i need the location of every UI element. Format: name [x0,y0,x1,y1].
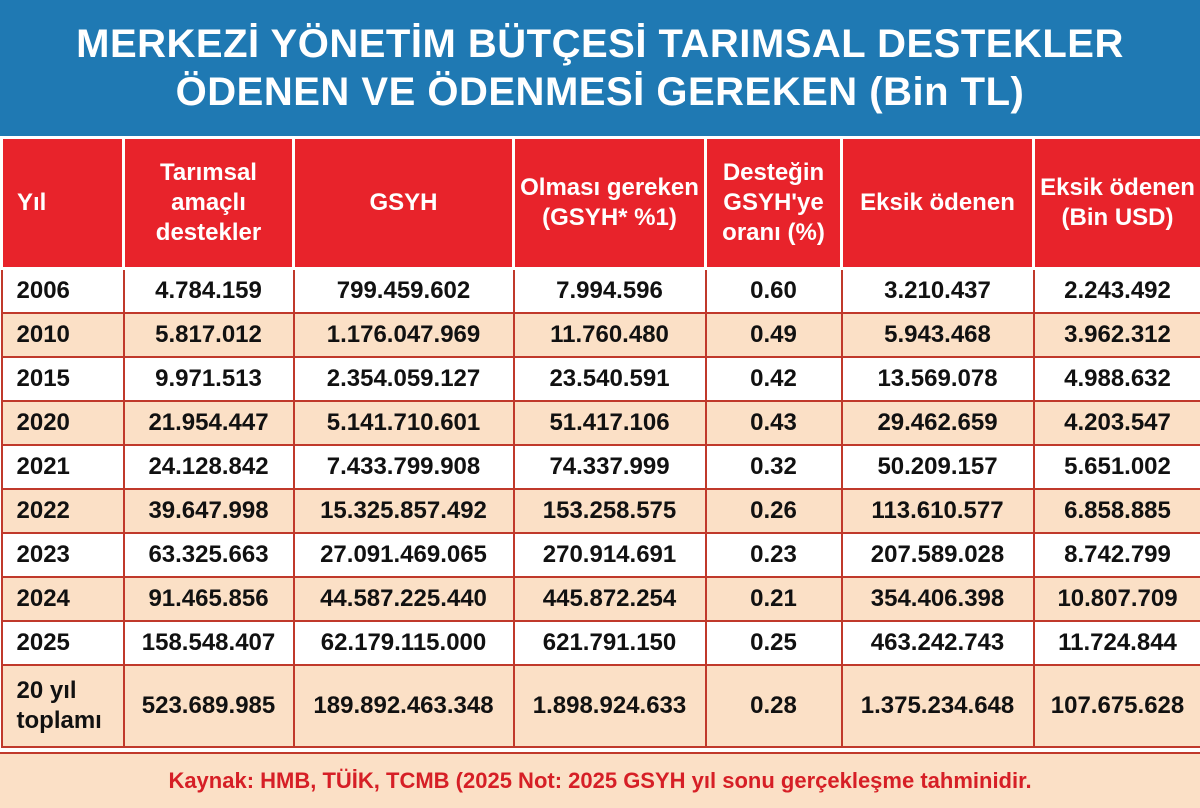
cell-olmasi: 270.914.691 [514,533,706,577]
table-row [2,401,1200,445]
table-row [2,357,1200,401]
cell-year: 2023 [2,533,124,577]
header-gsyh: GSYH [294,138,514,269]
cell-gsyh: 27.091.469.065 [294,533,514,577]
cell-eksik: 3.210.437 [842,269,1034,314]
header-eksik-odenen-usd: Eksik ödenen (Bin USD) [1034,138,1200,269]
cell-tarimsal: 5.817.012 [124,313,294,357]
cell-oran: 0.26 [706,489,842,533]
total-olmasi: 1.898.924.633 [514,665,706,747]
total-eksik-usd: 107.675.628 [1034,665,1200,747]
cell-oran: 0.42 [706,357,842,401]
cell-gsyh: 1.176.047.969 [294,313,514,357]
cell-olmasi: 11.760.480 [514,313,706,357]
cell-eksik-usd: 11.724.844 [1034,621,1200,665]
cell-gsyh: 799.459.602 [294,269,514,314]
cell-olmasi: 7.994.596 [514,269,706,314]
cell-olmasi: 51.417.106 [514,401,706,445]
header-destegin-orani: Desteğin GSYH'ye oranı (%) [706,138,842,269]
total-tarimsal: 523.689.985 [124,665,294,747]
cell-year: 2025 [2,621,124,665]
table-row [2,577,1200,621]
total-label [2,665,124,747]
table-row [2,533,1200,577]
cell-year: 2022 [2,489,124,533]
cell-year: 2020 [2,401,124,445]
cell-year: 2021 [2,445,124,489]
cell-olmasi: 74.337.999 [514,445,706,489]
cell-year: 2010 [2,313,124,357]
table-row [2,621,1200,665]
cell-gsyh: 5.141.710.601 [294,401,514,445]
cell-eksik-usd: 2.243.492 [1034,269,1200,314]
cell-year: 2015 [2,357,124,401]
total-oran: 0.28 [706,665,842,747]
cell-tarimsal: 4.784.159 [124,269,294,314]
cell-oran: 0.23 [706,533,842,577]
source-note-text: Kaynak: HMB, TÜİK, TCMB (2025 Not: 2025 GSYH yıl sonu gerçekleşme tahminidir. [168,768,1031,794]
cell-eksik-usd: 4.203.547 [1034,401,1200,445]
cell-eksik: 207.589.028 [842,533,1034,577]
cell-tarimsal: 63.325.663 [124,533,294,577]
cell-gsyh: 44.587.225.440 [294,577,514,621]
cell-oran: 0.43 [706,401,842,445]
title-line-2: ÖDENEN VE ÖDENMESİ GEREKEN (Bin TL) [176,68,1025,116]
table-row [2,313,1200,357]
cell-eksik-usd: 3.962.312 [1034,313,1200,357]
header-tarimsal: Tarımsal amaçlı destekler [124,138,294,269]
cell-eksik: 13.569.078 [842,357,1034,401]
cell-eksik-usd: 8.742.799 [1034,533,1200,577]
cell-gsyh: 15.325.857.492 [294,489,514,533]
cell-oran: 0.49 [706,313,842,357]
cell-tarimsal: 158.548.407 [124,621,294,665]
cell-oran: 0.60 [706,269,842,314]
title-banner [0,0,1200,136]
cell-eksik-usd: 5.651.002 [1034,445,1200,489]
total-label-line-2: toplamı [17,707,102,734]
header-row [2,138,1200,269]
table-row [2,269,1200,314]
header-olmasi-gereken: Olması gereken (GSYH* %1) [514,138,706,269]
cell-eksik-usd: 6.858.885 [1034,489,1200,533]
cell-eksik: 29.462.659 [842,401,1034,445]
total-eksik: 1.375.234.648 [842,665,1034,747]
cell-olmasi: 445.872.254 [514,577,706,621]
cell-eksik-usd: 10.807.709 [1034,577,1200,621]
header-eksik-odenen: Eksik ödenen [842,138,1034,269]
cell-gsyh: 7.433.799.908 [294,445,514,489]
total-label-line-1: 20 yıl [17,677,77,704]
cell-olmasi: 621.791.150 [514,621,706,665]
cell-eksik: 113.610.577 [842,489,1034,533]
cell-olmasi: 153.258.575 [514,489,706,533]
cell-year: 2024 [2,577,124,621]
cell-olmasi: 23.540.591 [514,357,706,401]
data-table [0,136,1200,748]
cell-oran: 0.21 [706,577,842,621]
cell-tarimsal: 39.647.998 [124,489,294,533]
cell-gsyh: 2.354.059.127 [294,357,514,401]
source-note [0,752,1200,808]
header-yil: Yıl [2,138,124,269]
table-row [2,489,1200,533]
cell-gsyh: 62.179.115.000 [294,621,514,665]
cell-tarimsal: 9.971.513 [124,357,294,401]
total-gsyh: 189.892.463.348 [294,665,514,747]
title-line-1: MERKEZİ YÖNETİM BÜTÇESİ TARIMSAL DESTEKLER [76,20,1124,68]
cell-tarimsal: 24.128.842 [124,445,294,489]
cell-tarimsal: 91.465.856 [124,577,294,621]
cell-oran: 0.32 [706,445,842,489]
cell-eksik: 354.406.398 [842,577,1034,621]
table-row [2,445,1200,489]
cell-eksik: 50.209.157 [842,445,1034,489]
total-row [2,665,1200,747]
cell-year: 2006 [2,269,124,314]
cell-eksik-usd: 4.988.632 [1034,357,1200,401]
cell-tarimsal: 21.954.447 [124,401,294,445]
cell-eksik: 5.943.468 [842,313,1034,357]
cell-oran: 0.25 [706,621,842,665]
cell-eksik: 463.242.743 [842,621,1034,665]
